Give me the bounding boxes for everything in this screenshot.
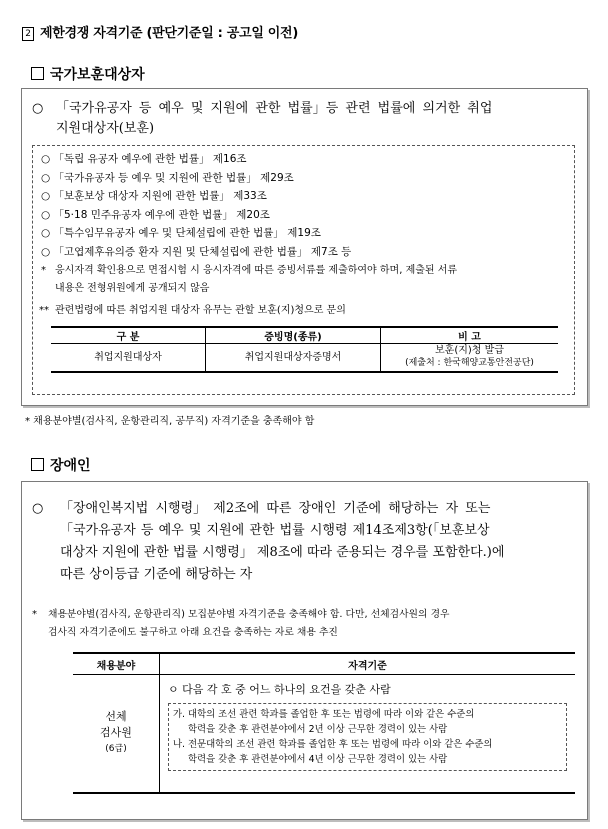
veterans-lead-marker: ○ [32, 101, 44, 116]
disabled-lead-marker: ○ [32, 501, 44, 516]
table-row [51, 344, 558, 372]
section-title [22, 22, 298, 41]
checkbox-square-icon [31, 67, 44, 80]
disabled-box [21, 481, 588, 820]
criteria-cell [160, 675, 576, 793]
table-header: 비 고 [381, 327, 559, 344]
table-header-row [51, 327, 558, 344]
veterans-note1-marker: * [41, 265, 46, 276]
table-header: 구 분 [51, 327, 206, 344]
disabled-lead [60, 498, 504, 586]
disabled-lead-line: 대상자 지원에 관한 법률 시행령」 제8조에 따라 준용되는 경우를 포함한다.)에 [60, 545, 505, 560]
disabled-note-line2: 검사직 자격기준에도 불구하고 아래 요건을 충족하는 자로 채용 추진 [48, 627, 338, 638]
law-item: ○ 「5·18 민주유공자 예우에 관한 법률」 제20조 [41, 208, 270, 221]
veterans-footnote: * 채용분야별(검사직, 운항관리직, 공무직) 자격기준을 충족해야 함 [25, 416, 315, 427]
table-header-row [73, 653, 575, 675]
law-item: ○ 「특수임무유공자 예우 및 단체설립에 관한 법률」 제19조 [41, 227, 321, 239]
disabled-lead-line: 따른 상이등급 기준에 해당하는 자 [60, 567, 253, 582]
disabled-table [73, 652, 575, 794]
veterans-note1-line2: 내용은 전형위원에게 공개되지 않음 [55, 283, 210, 294]
veterans-heading [31, 64, 145, 84]
table-header: 자격기준 [160, 653, 576, 675]
criteria-detail-box [168, 703, 567, 771]
law-item: ○ 「독립 유공자 예우에 관한 법률」 제16조 [41, 153, 247, 165]
table-header: 증빙명(종류) [206, 327, 381, 344]
criteria-a-line1: 가. 대학의 조선 관련 학과를 졸업한 후 또는 법령에 따라 이와 같은 수준의 [173, 709, 475, 720]
category-cell: 취업지원대상자 [51, 344, 206, 372]
disabled-lead-line: 「국가유공자 등 예우 및 지원에 관한 법률 시행령 제14조제3항(「보훈보상 [60, 523, 490, 538]
disabled-heading-text: 장애인 [50, 458, 91, 474]
section-title-text: 제한경쟁 자격기준 (판단기준일 : 공고일 이전) [40, 26, 298, 41]
law-list [41, 150, 351, 261]
disabled-lead-line: 「장애인복지법 시행령」 제2조에 따른 장애인 기준에 해당하는 자 또는 [60, 501, 491, 516]
field-line3: (6급) [105, 744, 127, 755]
law-item: ○ 「보훈보상 대상자 지원에 관한 법률」 제33조 [41, 190, 267, 202]
checkbox-square-icon [31, 458, 44, 471]
disabled-heading [31, 455, 91, 475]
veterans-note2-marker: ** [39, 305, 49, 316]
criteria-b-line2: 학력을 갖춘 후 관련분야에서 4년 이상 근무한 경력이 있는 사람 [188, 754, 448, 765]
veterans-box [21, 88, 588, 406]
remark-line1: 보훈(지)청 발급 [435, 345, 504, 357]
law-item: ○ 「고엽제후유의증 환자 지원 및 단체설립에 관한 법률」 제7조 등 [41, 245, 352, 258]
field-line2: 검사원 [100, 726, 132, 740]
disabled-note-line1: 채용분야별(검사직, 운항관리직) 모집분야별 자격기준을 충족해야 함. 다만, 선체검사원의 경우 [48, 609, 450, 620]
field-cell [73, 675, 160, 793]
disabled-note-marker: * [32, 609, 37, 620]
criteria-b-line1: 나. 전문대학의 조선 관련 학과를 졸업한 후 또는 법령에 따라 이와 같은 수준의 [173, 739, 493, 750]
remark-cell [381, 344, 559, 372]
veterans-lead-line1: 「국가유공자 등 예우 및 지원에 관한 법률」등 관련 법률에 의거한 취업 [56, 101, 493, 116]
field-line1: 선체 [105, 710, 127, 724]
section-number: 2 [22, 27, 34, 41]
table-header: 채용분야 [73, 653, 160, 675]
criteria-a-line2: 학력을 갖춘 후 관련분야에서 2년 이상 근무한 경력이 있는 사람 [188, 724, 448, 735]
law-item: ○ 「국가유공자 등 예우 및 지원에 관한 법률」 제29조 [41, 171, 294, 184]
veterans-table [51, 326, 558, 373]
veterans-note1-line1: 응시자격 확인용으로 면접시험 시 응시자격에 따른 증빙서류를 제출하여야 하며, 제출된 서류 [55, 265, 458, 276]
veterans-heading-text: 국가보훈대상자 [50, 67, 145, 83]
table-row [73, 675, 575, 793]
document-cell: 취업지원대상자증명서 [206, 344, 381, 372]
veterans-inner-box [32, 145, 575, 395]
criteria-intro: ㅇ 다음 각 호 중 어느 하나의 요건을 갖춘 사람 [168, 683, 391, 696]
veterans-note2: 관련법령에 따른 취업지원 대상자 유무는 관할 보훈(지)청으로 문의 [55, 305, 346, 316]
veterans-lead-line2: 지원대상자(보훈) [56, 121, 155, 136]
remark-line2: (제출처 : 한국해양교통안전공단) [405, 358, 534, 369]
